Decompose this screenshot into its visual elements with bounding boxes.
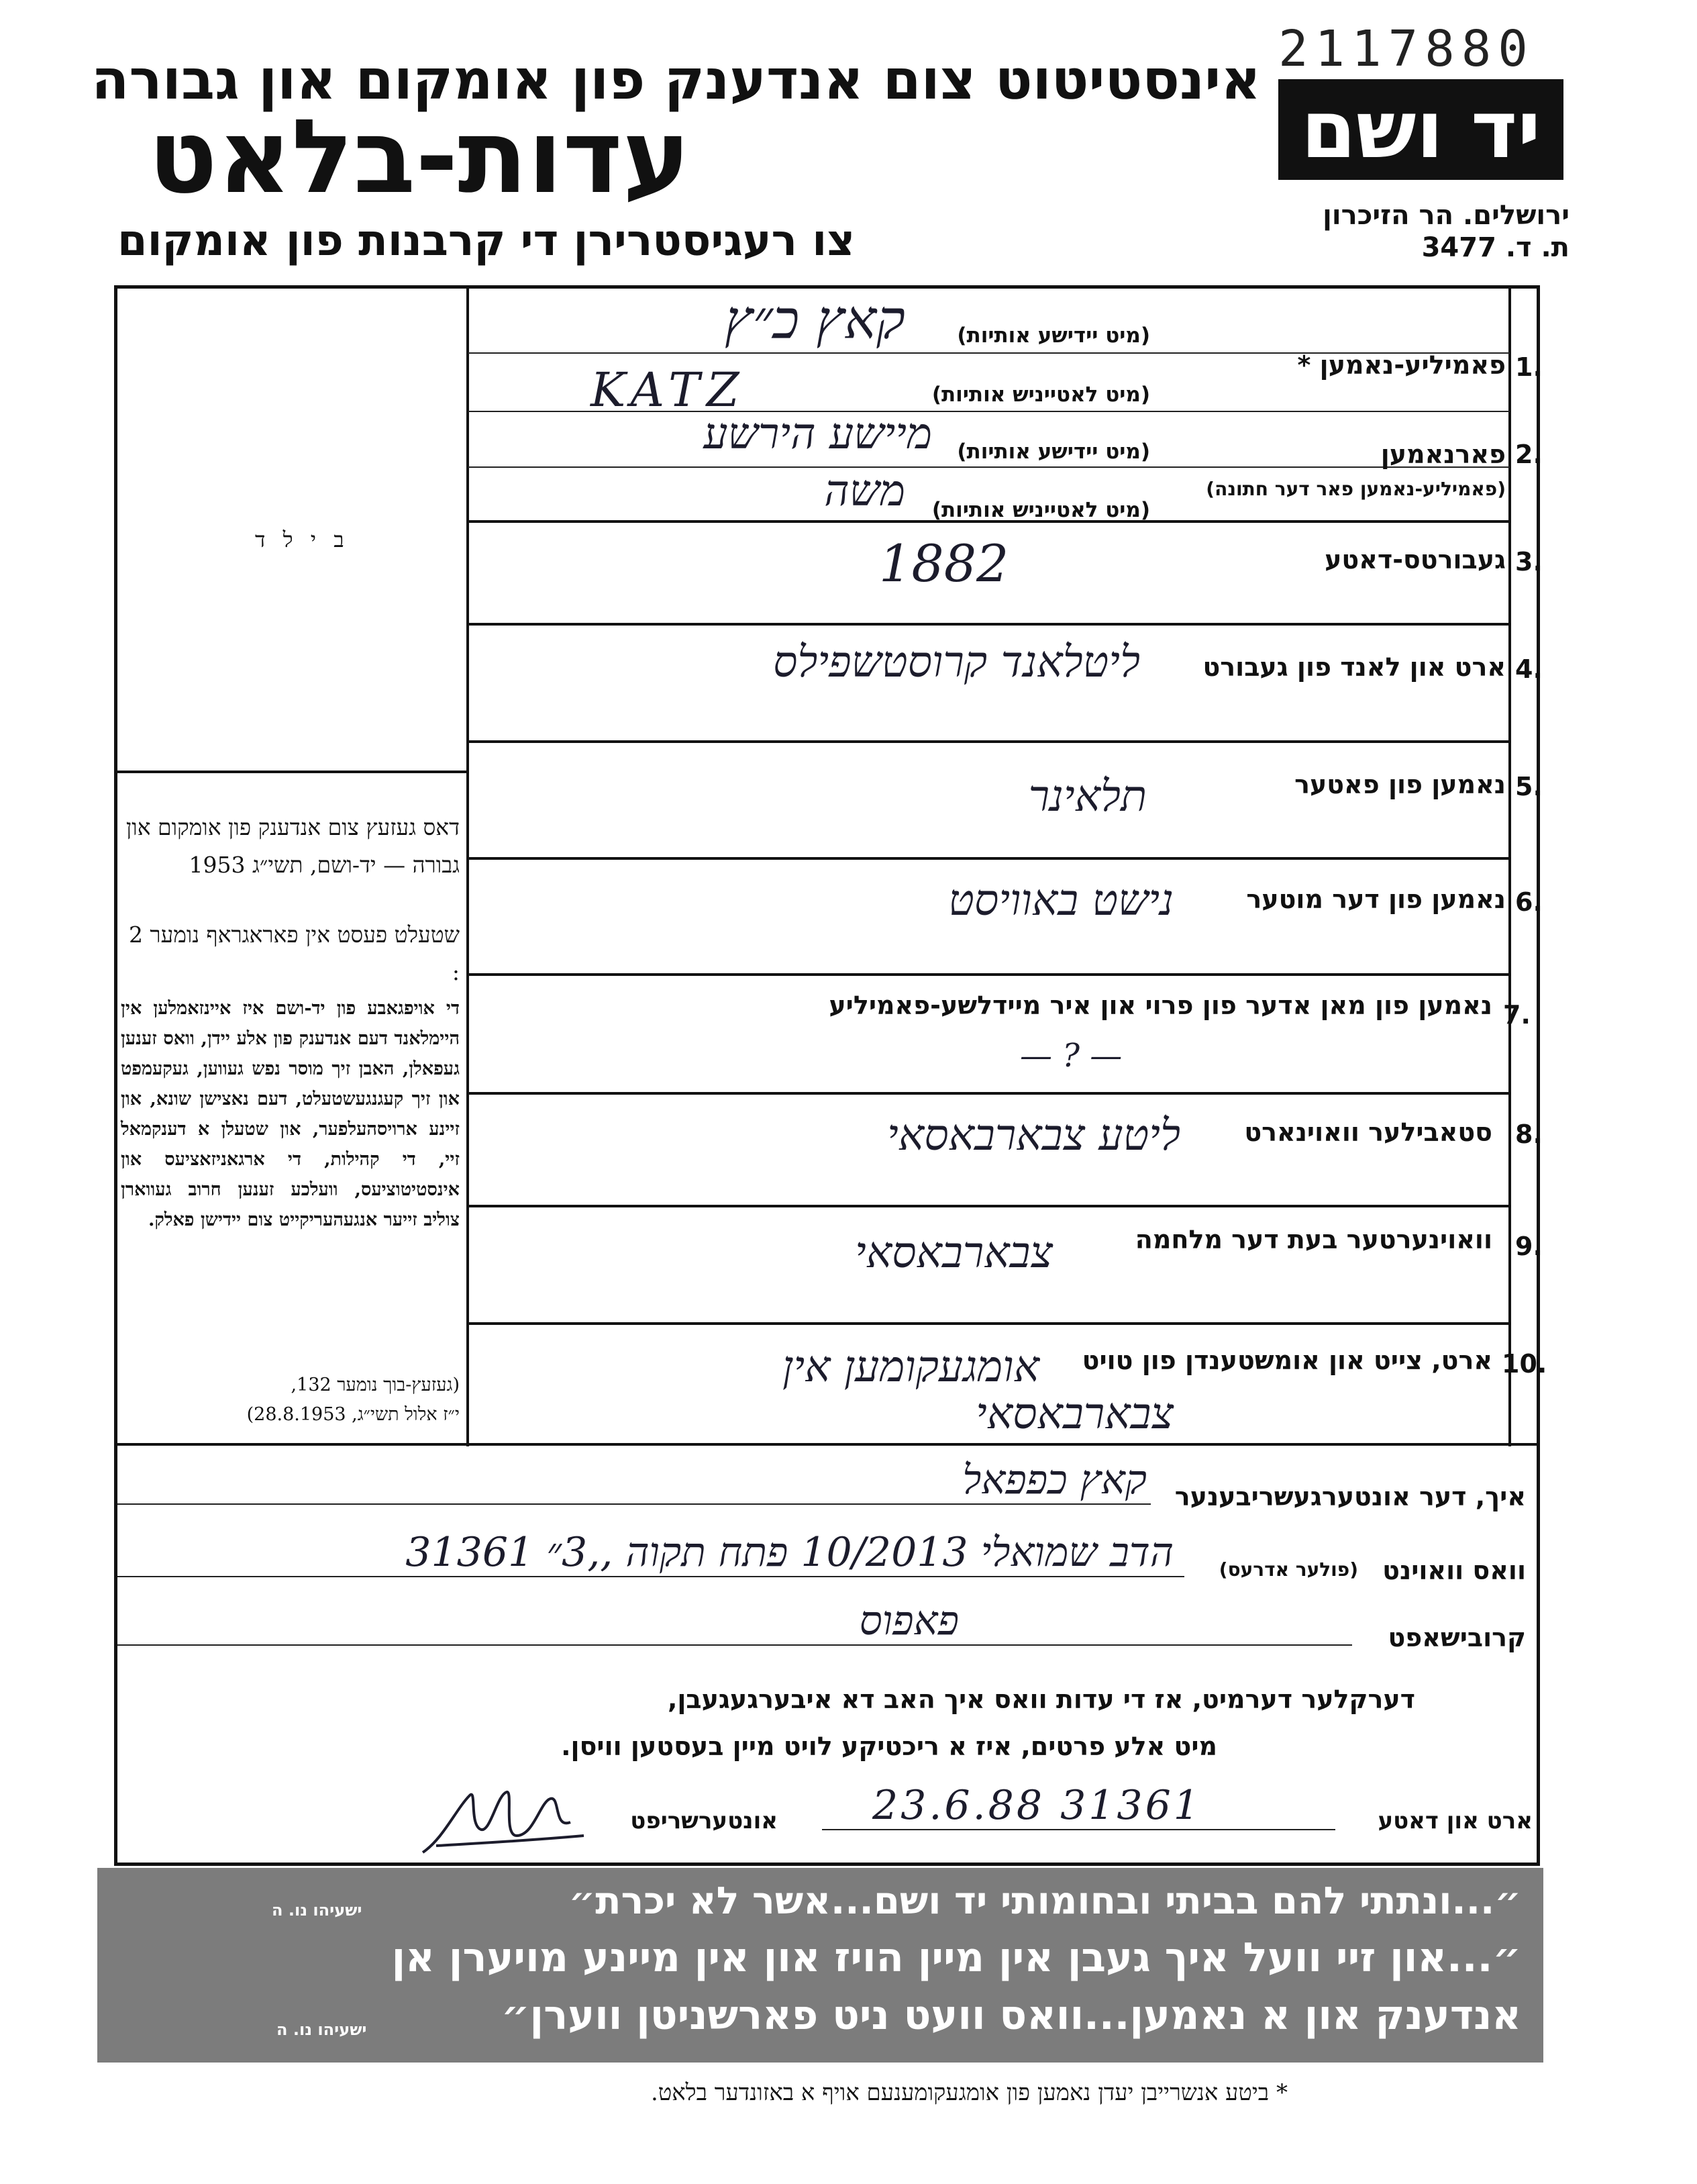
field-1-latin-note: (מיט לאטייניש אותיות): [931, 383, 1150, 407]
field-6-label: נאמען פון דער מוטער: [1246, 885, 1506, 914]
row-separator: [468, 740, 1510, 743]
field-10-value-line-2: צבארבאסאי: [975, 1389, 1174, 1439]
field-1-yiddish-value: קאץ כ״ץ: [724, 289, 905, 351]
signer-relation-value: פאפוס: [859, 1597, 959, 1644]
signer-name-line: [117, 1503, 1151, 1505]
field-2-maiden-note: (פאמיליע-נאמען פאר דער חתונה): [1206, 478, 1506, 500]
right-divider: [1508, 285, 1511, 1446]
field-10-label: ארט, צייט און אומשטענדן פון טויט: [1082, 1346, 1492, 1375]
signer-name-label: איך, דער אונטערגעשריבענער: [1174, 1482, 1526, 1511]
field-3-value: 1882: [879, 534, 1009, 593]
row-separator: [468, 1205, 1510, 1207]
signer-relation-line: [117, 1644, 1352, 1646]
field-4-number: 4.: [1515, 654, 1543, 684]
signer-relation-label: קרובישאפט: [1388, 1623, 1526, 1652]
field-3-number: 3.: [1515, 547, 1543, 577]
place-date-label: ארט און דאטע: [1378, 1807, 1533, 1834]
signer-address-label: וואס וואוינט: [1382, 1556, 1526, 1585]
field-2-latin-note: (מיט לאטייניש אותיות): [931, 498, 1150, 522]
field-2-yiddish-value: מיישע הירשע: [703, 409, 932, 459]
citation-1: (געזעץ-בוך נומער 132,: [291, 1375, 460, 1395]
signature-label: אונטערשריפט: [630, 1807, 778, 1834]
address-line-2: ת. ד. 3477: [1421, 232, 1570, 263]
signer-address-line: [117, 1576, 1184, 1577]
banner-line-2: ״...און זיי וועל איך געבן אין מיין הויז און אין מיינע מויערן אן: [391, 1934, 1521, 1981]
row-separator: [468, 857, 1510, 860]
place-date-line: [822, 1829, 1335, 1830]
banner-citation-1: ישעיהו נו. ה: [272, 1901, 362, 1920]
column-divider: [466, 285, 469, 1446]
field-9-value: צבארבאסאי: [854, 1228, 1053, 1278]
duty-text: די אויפגאבע פון יד-ושם איז איינזאמלען אין היימלאנד דעם אנדענק פון אלע יידן, וואס זענען געפאלן, האבן זיך מוסר נפש געווען, געקעמפט און זיך קעגנגעשטעלט, דעם נאצישן שונא, און זיינע ארויסהעלפער, און שטעלן א דענקמאל זיי, די קהילות, די ארגאניזאציעס און אינסטיטוציעס, וועלכע זענען חרוב געווארן צוליב זייער אנגעהעריקייט צום יידישן פאלק.: [121, 998, 460, 1230]
field-8-value: ליטע צבארבאסאי: [887, 1111, 1180, 1160]
field-7-number: 7.: [1503, 1000, 1531, 1030]
field-6-value: נישט באוויסט: [948, 876, 1174, 926]
footnote: * ביטע אנשרייבן יעדן נאמען פון אומגעקומענעם אויף א באזונדער בלאט.: [650, 2079, 1288, 2106]
declaration-line-1: דערקלער דערמיט, אז די עדות וואס איך האב דא איבערגעגעבן,: [667, 1685, 1415, 1714]
form-subtitle: צו רעגיסטרירן די קרבנות פון אומקום: [117, 216, 855, 266]
field-9-number: 9.: [1515, 1232, 1543, 1261]
fields-bottom-separator: [117, 1443, 1539, 1446]
field-2-label: פארנאמען: [1380, 440, 1506, 469]
field-2-yiddish-note: (מיט יידישע אותיות): [957, 440, 1150, 464]
row-separator: [468, 1092, 1510, 1095]
field-10-number: 10.: [1502, 1349, 1547, 1379]
signer-name-value: קאץ כפפאל: [962, 1456, 1147, 1503]
field-5-number: 5.: [1515, 772, 1543, 801]
field-5-label: נאמען פון פאטער: [1294, 770, 1506, 799]
signer-address-value: הדב שמואלי 10/2013 פתח תקוה ,,3״ 31361: [405, 1529, 1174, 1576]
field-6-number: 6.: [1515, 887, 1543, 917]
row-separator: [468, 623, 1510, 626]
field-1-label: פאמיליע-נאמען *: [1297, 350, 1506, 380]
address-line-1: ירושלים. הר הזיכרון: [1323, 200, 1570, 231]
row-separator: [468, 1322, 1510, 1325]
yad-vashem-logo: יד ושם: [1278, 79, 1563, 180]
banner-line-1: ״...ונתתי להם בביתי ובחומותי יד ושם...אשר לא יכרת״: [568, 1879, 1521, 1923]
field-1-yiddish-note: (מיט יידישע אותיות): [957, 324, 1150, 348]
field-4-value: ליטלאנד קרוסטשפילס: [773, 638, 1140, 687]
banner-citation-2: ישעיהו נו. ה: [276, 2020, 367, 2039]
field-9-label: וואוינערטער בעת דער מלחמה: [1135, 1225, 1492, 1254]
field-1-latin-value: KATZ: [590, 362, 746, 417]
document-number: 2117880: [1278, 20, 1535, 78]
row-separator: [468, 973, 1510, 976]
sub-row-line: [468, 466, 1510, 468]
form-title: עדות-בלאט: [148, 97, 690, 216]
field-8-number: 8.: [1515, 1120, 1543, 1149]
field-1-number: 1.: [1515, 352, 1543, 382]
sidebar-divider: [117, 771, 466, 773]
field-7-label: נאמען פון מאן אדער פון פרוי און איר מיידלשע-פאמיליע: [829, 991, 1492, 1020]
field-5-value: תלאינר: [1028, 772, 1147, 822]
field-2-number: 2.: [1515, 440, 1543, 469]
field-10-value: אומגעקומען אין: [782, 1342, 1039, 1392]
banner-line-3: אנדענק און א נאמען...וואס וועט ניט פארשניטן ווערן״: [501, 1992, 1521, 2039]
signer-address-note: (פולער אדרעס): [1219, 1558, 1358, 1581]
field-3-label: געבורטס-דאטע: [1325, 545, 1506, 575]
field-8-label: סטאבילער וואוינארט: [1244, 1118, 1492, 1147]
institute-title: אינסטיטוט צום אנדענק פון אומקום און גבורה: [91, 48, 1261, 112]
field-4-label: ארט און לאנד פון געבורט: [1202, 652, 1506, 682]
field-7-value: — ? —: [1020, 1037, 1123, 1075]
citation-2: י״ז אלול תשי״ג, 28.8.1953): [246, 1404, 460, 1425]
photo-area-label: ב י ל ד: [255, 527, 350, 552]
place-date-value: 23.6.88 31361: [872, 1782, 1202, 1829]
handwritten-signature: [416, 1782, 590, 1863]
law-text: דאס געזעץ צום אנדענק פון אומקום און גבורה — יד-ושם, תשי״ג 1953: [125, 814, 460, 878]
field-2-latin-value: משה: [824, 466, 905, 516]
declaration-line-2: מיט אלע פרטים, איז א ריכטיקע לויט מיין בעסטען וויסן.: [561, 1732, 1217, 1761]
paragraph-text: שטעלט פעסט אין פאראגראף נומער 2 :: [128, 922, 460, 985]
